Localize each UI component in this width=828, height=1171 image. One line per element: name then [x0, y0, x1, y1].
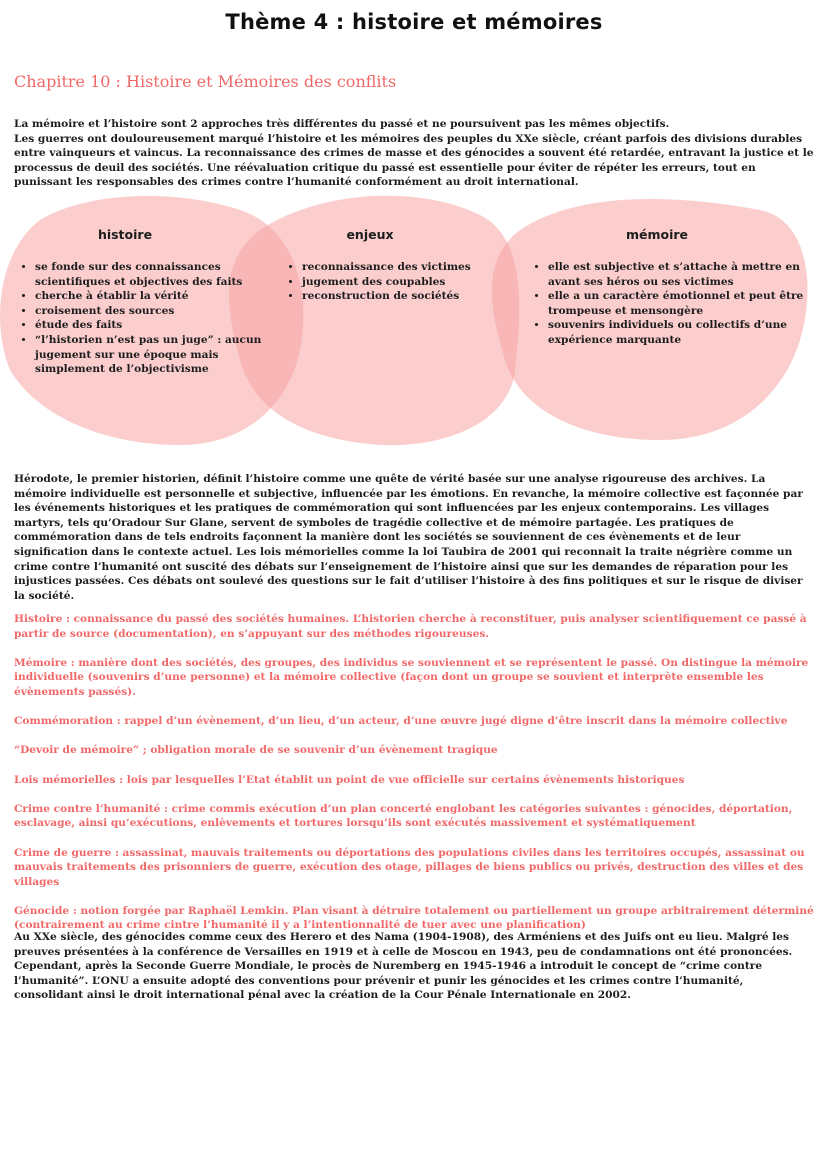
histoire-title: histoire	[97, 227, 153, 242]
chapter-title: Chapitre 10 : Histoire et Mémoires des conflits	[14, 72, 397, 91]
histoire-list	[15, 260, 265, 377]
list-item: • “l’historien n’est pas un juge” : aucun jugement sur une époque mais simplement de l’objectivisme	[35, 333, 265, 377]
definitions-list	[14, 612, 819, 948]
enjeux-list	[282, 260, 532, 304]
intro-paragraph: La mémoire et l’histoire sont 2 approches très différentes du passé et ne poursuivent pas les mêmes objectifs. Les guerres ont douloureusement marqué l’histoire et les mémoires des peuples du XXe siècle, créant parfois des divisions durables entre vainqueurs et vaincus. La reconnaissance des crimes de masse et des génocides a souvent été retardée, entravant la justice et le processus de deuil des sociétés. Une réévaluation critique du passé est essentielle pour éviter de répéter les erreurs, tout en punissant les responsables des crimes contre l’humanité conformément au droit international.	[14, 118, 814, 189]
xxe-siecle-paragraph: Au XXe siècle, des génocides comme ceux des Herero et des Nama (1904-1908), des Arméniens et des Juifs ont eu lieu. Malgré les preuves présentées à la conférence de Versailles en 1919 et à celle de Moscou en 1943, peu de condamnations ont été prononcées. Cependant, après la Seconde Guerre Mondiale, le procès de Nuremberg en 1945-1946 a introduit le concept de “crime contre l’humanité”. L’ONU a ensuite adopté des conventions pour prévenir et punir les génocides et les crimes contre l’humanité, consolidant ainsi le droit international pénal avec la création de la Cour Pénale Internationale en 2002.	[14, 931, 793, 1002]
page-title: Thème 4 : histoire et mémoires	[225, 10, 603, 34]
list-item: • reconnaissance des victimes	[302, 260, 532, 275]
definition-crime-contre-humanite: Crime contre l’humanité : crime commis exécution d’un plan concerté englobant les catégories suivantes : génocides, déportation, esclavage, ainsi qu’exécutions, enlèvements et tortures lorsqu’ils sont exécutés massivement et systématiquement	[14, 802, 793, 830]
definition-histoire: Histoire : connaissance du passé des sociétés humaines. L’historien cherche à reconstituer, puis analyser scientifiquement ce passé à partir de source (documentation), en s’appuyant sur des méthodes rigoureuses.	[14, 613, 807, 640]
list-item: • croisement des sources	[35, 304, 265, 319]
list-item: • cherche à établir la vérité	[35, 289, 265, 304]
definition-memoire: Mémoire : manière dont des sociétés, des groupes, des individus se souviennent et se représentent le passé. On distingue la mémoire individuelle (souvenirs d’une personne) et la mémoire collective (façon dont un groupe se souvient et interprète ensemble les évènements passés).	[14, 656, 809, 698]
definition-lois-memorielles: Lois mémorielles : lois par lesquelles l’Etat établit un point de vue officielle sur certains évènements historiques	[14, 773, 685, 786]
definition-genocide: Génocide : notion forgée par Raphaël Lemkin. Plan visant à détruire totalement ou partiellement un groupe arbitrairement déterminé (contrairement au crime cintre l’humanité il y a l’intentionnalité de tuer avec une planification)	[14, 904, 814, 932]
herodote-paragraph: Hérodote, le premier historien, définit l’histoire comme une quête de vérité basée sur une analyse rigoureuse des archives. La mémoire individuelle est personnelle et subjective, influencée par les émotions. En revanche, la mémoire collective est façonnée par les événements historiques et les pratiques de commémoration qui sont influencées par les enjeux contemporains. Les villages martyrs, tels qu’Oradour Sur Glane, servent de symboles de tragédie collective et de mémoire partagée. Les pratiques de commémoration dans de tels endroits façonnent la manière dont les sociétés se souviennent de ces évènements et de leur signification dans le contexte actuel. Les lois mémorielles comme la loi Taubira de 2001 qui reconnait la traite négrière comme un crime contre l’humanité ont suscité des débats sur l’enseignement de l’histoire ainsi que sur les demandes de réparation pour les injustices passées. Ces débats ont soulevé des questions sur le fait d’utiliser l’histoire à des fins politiques et sur le risque de diviser la société.	[14, 473, 803, 602]
enjeux-title: enjeux	[346, 227, 394, 242]
list-item: • elle a un caractère émotionnel et peut être trompeuse et mensongère	[548, 289, 808, 318]
list-item: • souvenirs individuels ou collectifs d’une expérience marquante	[548, 318, 808, 347]
memoire-list	[528, 260, 808, 348]
list-item: • elle est subjective et s’attache à mettre en avant ses héros ou ses victimes	[548, 260, 808, 289]
venn-diagram	[0, 190, 828, 450]
list-item: • reconstruction de sociétés	[302, 289, 532, 304]
memoire-title: mémoire	[625, 227, 689, 242]
list-item: • jugement des coupables	[302, 275, 532, 290]
list-item: • se fonde sur des connaissances scientifiques et objectives des faits	[35, 260, 265, 289]
definition-commemoration: Commémoration : rappel d’un évènement, d’un lieu, d’un acteur, d’une œuvre jugé digne d’être inscrit dans la mémoire collective	[14, 715, 788, 728]
list-item: • étude des faits	[35, 318, 265, 333]
definition-devoir-de-memoire: “Devoir de mémoire” ; obligation morale de se souvenir d’un évènement tragique	[14, 744, 498, 757]
definition-crime-de-guerre: Crime de guerre : assassinat, mauvais traitements ou déportations des populations civiles dans les territoires occupés, assassinat ou mauvais traitements des prisonniers de guerre, exécution des otage, pillages de biens publics ou privés, destruction des villes et des villages	[14, 846, 805, 888]
